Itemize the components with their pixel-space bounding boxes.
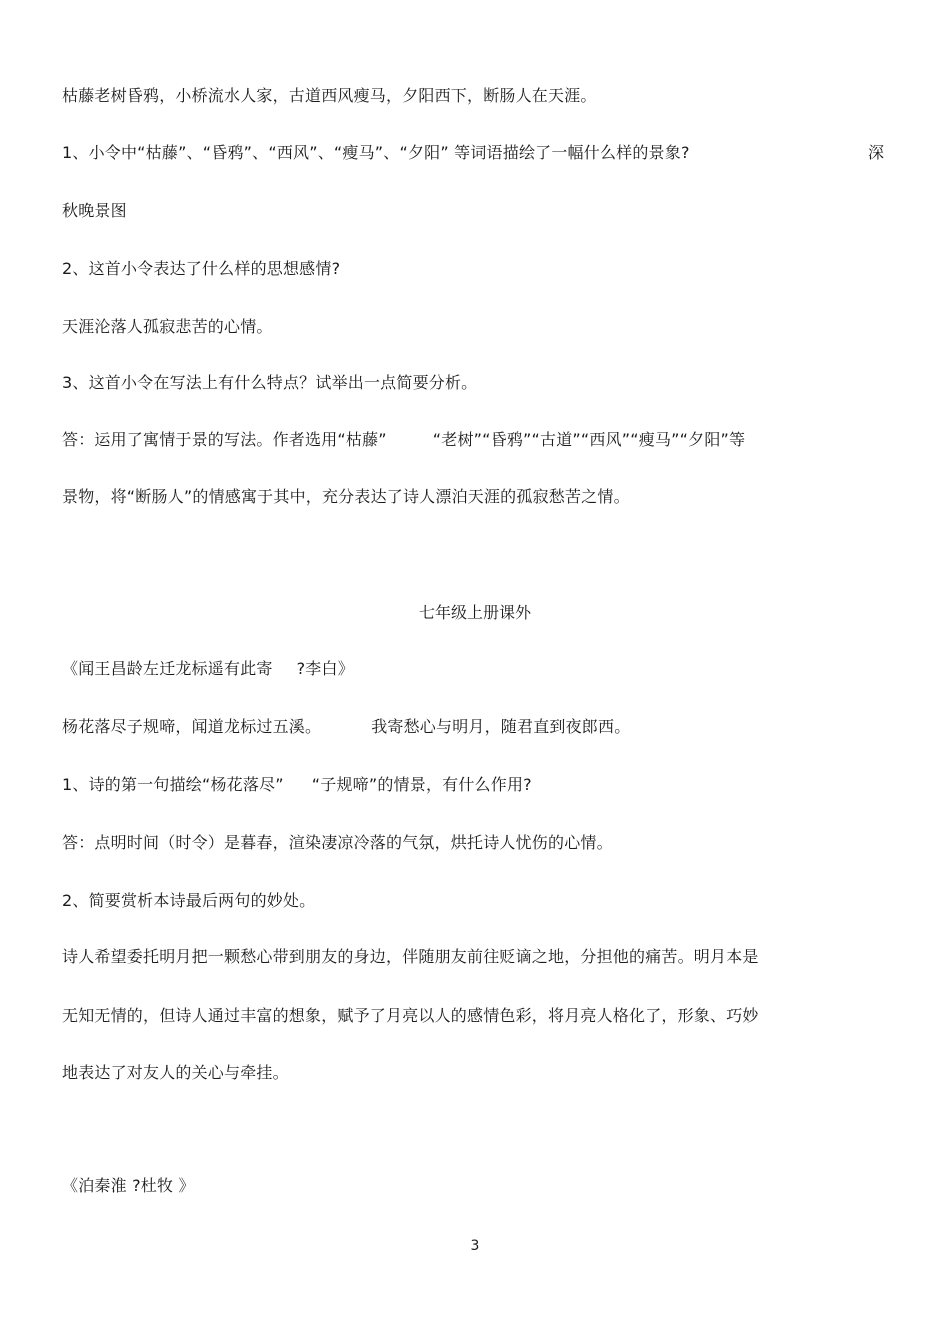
poem2-title-part-2: ?李白》 <box>296 659 354 678</box>
poem2-question-1-part-2: “子规啼”的情景，有什么作用? <box>311 775 532 794</box>
answer-3-part-1: 答：运用了寓情于景的写法。作者选用“枯藤” <box>62 430 387 449</box>
poem2-text-part-2: 我寄愁心与明月，随君直到夜郎西。 <box>371 717 631 736</box>
poem2-answer-2-line-1: 诗人希望委托明月把一颗愁心带到朋友的身边，伴随朋友前往贬谪之地，分担他的痛苦。明月本是 <box>62 947 759 966</box>
poem2-answer-2-line-3: 地表达了对友人的关心与牵挂。 <box>62 1063 289 1082</box>
poem2-answer-2-line-2: 无知无情的，但诗人通过丰富的想象，赋予了月亮以人的感情色彩，将月亮人格化了，形象、巧妙 <box>62 1006 759 1025</box>
question-2: 2、这首小令表达了什么样的思想感情? <box>62 259 341 278</box>
poem2-answer-1: 答：点明时间（时令）是暮春，渲染凄凉冷落的气氛，烘托诗人忧伤的心情。 <box>62 833 613 852</box>
poem2-title-part-1: 《闻王昌龄左迁龙标遥有此寄 <box>62 659 273 678</box>
answer-2: 天涯沦落人孤寂悲苦的心情。 <box>62 317 273 336</box>
answer-1-start: 深 <box>868 143 885 162</box>
answer-1-continued: 秋晚景图 <box>62 201 127 220</box>
answer-3-line-2: 景物，将“断肠人”的情感寓于其中，充分表达了诗人漂泊天涯的孤寂愁苦之情。 <box>62 487 630 506</box>
question-1: 1、小令中“枯藤”、“昏鸦”、“西风”、“瘦马”、“夕阳” 等词语描绘了一幅什么样的景象? <box>62 143 690 162</box>
poem3-title: 《泊秦淮 ?杜牧 》 <box>62 1176 195 1195</box>
question-3: 3、这首小令在写法上有什么特点？试举出一点简要分析。 <box>62 373 478 392</box>
page-number: 3 <box>470 1238 480 1254</box>
poem2-text <box>62 717 630 737</box>
poem1-text: 枯藤老树昏鸦，小桥流水人家，古道西风瘦马，夕阳西下，断肠人在天涯。 <box>62 86 597 105</box>
section-heading: 七年级上册课外 <box>418 603 531 622</box>
poem2-question-2: 2、简要赏析本诗最后两句的妙处。 <box>62 891 316 910</box>
answer-3-part-2: “老树”“昏鸦”“古道”“西风”“瘦马”“夕阳”等 <box>432 430 746 449</box>
poem2-title <box>62 659 354 679</box>
poem2-text-part-1: 杨花落尽子规啼，闻道龙标过五溪。 <box>62 717 322 736</box>
poem2-question-1 <box>62 775 532 795</box>
answer-3-line-1 <box>62 430 745 450</box>
poem2-question-1-part-1: 1、诗的第一句描绘“杨花落尽” <box>62 775 284 794</box>
